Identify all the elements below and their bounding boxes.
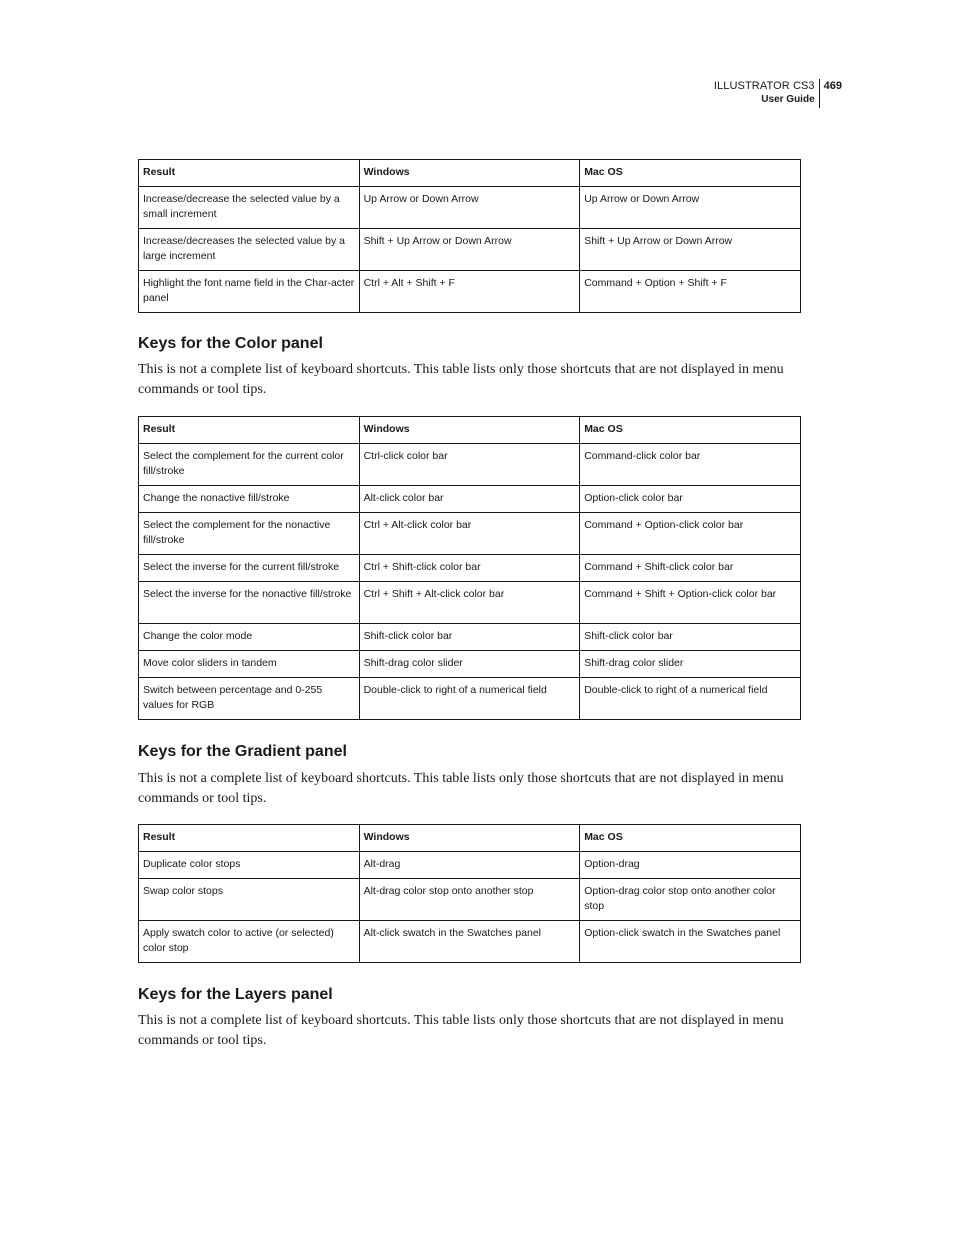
table-row [139,187,801,229]
cell-result: Duplicate color stops [139,852,360,879]
cell-windows: Shift-click color bar [359,624,580,651]
table-row [139,879,801,921]
cell-mac: Command-click color bar [580,444,801,486]
cell-windows: Up Arrow or Down Arrow [359,187,580,229]
table-row [139,582,801,624]
column-header-windows: Windows [359,417,580,444]
cell-result: Increase/decrease the selected value by a small increment [139,187,360,229]
column-header-result: Result [139,825,360,852]
section-title-gradient: Keys for the Gradient panel [138,743,347,760]
cell-result: Swap color stops [139,879,360,921]
cell-mac: Option-drag [580,852,801,879]
cell-mac: Option-click color bar [580,486,801,513]
cell-result: Change the nonactive fill/stroke [139,486,360,513]
cell-windows: Alt-drag [359,852,580,879]
cell-windows: Ctrl-click color bar [359,444,580,486]
table-header-row [139,825,801,852]
cell-result: Select the inverse for the current fill/stroke [139,555,360,582]
cell-windows: Ctrl + Alt-click color bar [359,513,580,555]
cell-mac: Command + Shift + Option-click color bar [580,582,801,624]
cell-windows: Alt-click swatch in the Swatches panel [359,921,580,963]
section-title-layers: Keys for the Layers panel [138,986,333,1003]
column-header-mac: Mac OS [580,825,801,852]
table-header-row [139,160,801,187]
column-header-mac: Mac OS [580,417,801,444]
shortcut-table-gradient [138,824,801,963]
column-header-result: Result [139,417,360,444]
cell-mac: Double-click to right of a numerical field [580,678,801,720]
column-header-mac: Mac OS [580,160,801,187]
table-row [139,678,801,720]
table-row [139,486,801,513]
cell-windows: Ctrl + Shift + Alt-click color bar [359,582,580,624]
section-description-gradient: This is not a complete list of keyboard shortcuts. This table lists only those shortcuts that are not displayed in menu commands or tool tips. [138,771,784,806]
cell-windows: Double-click to right of a numerical field [359,678,580,720]
cell-result: Apply swatch color to active (or selected) color stop [139,921,360,963]
cell-mac: Shift-click color bar [580,624,801,651]
cell-result: Change the color mode [139,624,360,651]
table-row [139,852,801,879]
header-guide: User Guide [761,94,815,105]
cell-result: Highlight the font name field in the Char-acter panel [139,271,360,313]
column-header-windows: Windows [359,160,580,187]
cell-windows: Alt-drag color stop onto another stop [359,879,580,921]
table-row [139,271,801,313]
section-description-layers: This is not a complete list of keyboard shortcuts. This table lists only those shortcuts that are not displayed in menu commands or tool tips. [138,1013,784,1048]
cell-mac: Up Arrow or Down Arrow [580,187,801,229]
cell-windows: Shift + Up Arrow or Down Arrow [359,229,580,271]
cell-result: Select the complement for the current color fill/stroke [139,444,360,486]
cell-mac: Command + Option + Shift + F [580,271,801,313]
table-row [139,624,801,651]
shortcut-table-continued [138,159,801,313]
cell-windows: Ctrl + Alt + Shift + F [359,271,580,313]
cell-mac: Shift + Up Arrow or Down Arrow [580,229,801,271]
table-row [139,513,801,555]
table-row [139,555,801,582]
table-row [139,921,801,963]
cell-windows: Shift-drag color slider [359,651,580,678]
table-row [139,444,801,486]
section-title-color: Keys for the Color panel [138,335,323,352]
table-row [139,651,801,678]
cell-result: Select the inverse for the nonactive fill/stroke [139,582,360,624]
page-number: 469 [823,80,842,92]
header-product: ILLUSTRATOR CS3 [713,80,815,92]
header-titles [714,79,820,108]
cell-result: Select the complement for the nonactive fill/stroke [139,513,360,555]
section-description-color: This is not a complete list of keyboard shortcuts. This table lists only those shortcuts that are not displayed in menu commands or tool tips. [138,362,784,397]
running-header [714,79,842,108]
shortcut-table-color [138,416,801,720]
column-header-result: Result [139,160,360,187]
cell-windows: Alt-click color bar [359,486,580,513]
cell-mac: Shift-drag color slider [580,651,801,678]
cell-result: Increase/decreases the selected value by a large increment [139,229,360,271]
column-header-windows: Windows [359,825,580,852]
cell-mac: Option-drag color stop onto another color stop [580,879,801,921]
table-row [139,229,801,271]
cell-result: Switch between percentage and 0-255 values for RGB [139,678,360,720]
cell-windows: Ctrl + Shift-click color bar [359,555,580,582]
cell-mac: Option-click swatch in the Swatches panel [580,921,801,963]
cell-result: Move color sliders in tandem [139,651,360,678]
table-header-row [139,417,801,444]
cell-mac: Command + Option-click color bar [580,513,801,555]
cell-mac: Command + Shift-click color bar [580,555,801,582]
